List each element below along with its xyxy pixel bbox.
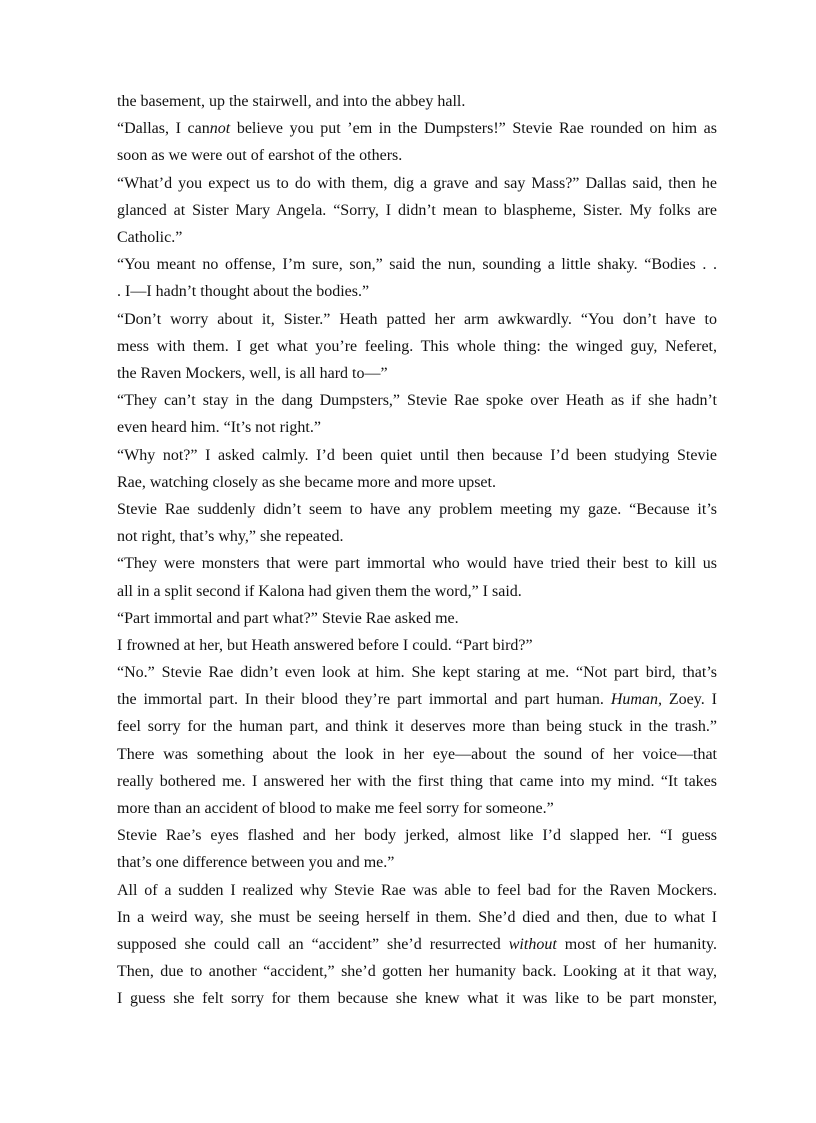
text-line [117,523,717,550]
text-line [117,170,717,197]
text-segment: the basement, up the stairwell, and into the abbey hall. [117,93,466,110]
text-line [117,795,717,822]
text-line [117,224,717,251]
text-line [117,659,717,686]
text-segment: . I—I hadn’t thought about the bodies.” [117,283,370,301]
text-line [117,741,717,768]
text-segment: “Dallas, I can [117,120,210,138]
text-segment: Zoey. I [661,691,717,709]
text-line [117,251,717,278]
text-segment: “They can’t stay in the dang Dumpsters,” Stevie Rae spoke over Heath as if she hadn’t [117,392,717,410]
text-segment: “Why not?” I asked calmly. I’d been quiet until then because I’d been studying Stevie [117,446,717,464]
text-segment: There was something about the look in her eye—about the sound of her voice—that [117,745,717,763]
text-segment: “You meant no offense, I’m sure, son,” said the nun, sounding a little shaky. “Bodies . . [117,256,717,274]
text-segment: not right, that’s why,” she repeated. [117,528,344,546]
text-line [117,550,717,577]
text-line [117,496,717,523]
text-line [117,605,717,632]
text-segment: supposed she could call an “accident” she’d resurrected [117,936,509,954]
text-segment: “They were monsters that were part immortal who would have tried their best to kill us [117,555,717,573]
text-line [117,931,717,958]
text-segment: All of a sudden I realized why Stevie Rae was able to feel bad for the Raven Mockers. [117,881,717,899]
text-line [117,360,717,387]
text-segment: Then, due to another “accident,” she’d gotten her humanity back. Looking at it that way, [117,963,717,981]
text-line [117,333,717,360]
text-line [117,387,717,414]
text-line [117,278,717,305]
text-segment: that’s one difference between you and me.” [117,854,395,872]
text-segment: Catholic.” [117,228,183,246]
italic-text: without [508,936,557,954]
text-line [117,197,717,224]
text-line [117,958,717,985]
text-line [117,142,717,169]
text-segment: I guess she felt sorry for them because she knew what it was like to be part monster, [117,990,717,1008]
text-segment: “Don’t worry about it, Sister.” Heath patted her arm awkwardly. “You don’t have to [117,310,717,328]
text-segment: the immortal part. In their blood they’re part immortal and part human. [117,691,611,709]
text-line [117,306,717,333]
text-segment: mess with them. I get what you’re feeling. This whole thing: the winged guy, Neferet, [117,337,717,355]
text-line [117,849,717,876]
text-segment: Stevie Rae suddenly didn’t seem to have any problem meeting my gaze. “Because it’s [117,500,717,518]
text-line [117,469,717,496]
text-line [117,904,717,931]
text-line [117,686,717,713]
text-line [117,442,717,469]
italic-text: Human, [610,691,662,709]
text-segment: all in a split second if Kalona had given them the word,” I said. [117,582,522,600]
text-line [117,632,717,659]
text-line [117,115,717,142]
text-line [117,822,717,849]
text-segment: soon as we were out of earshot of the others. [117,147,403,165]
text-segment: even heard him. “It’s not right.” [117,419,321,437]
text-segment: Stevie Rae’s eyes flashed and her body jerked, almost like I’d slapped her. “I guess [117,827,717,845]
italic-text: not [209,120,231,138]
text-segment: “No.” Stevie Rae didn’t even look at him. She kept staring at me. “Not part bird, that’s [117,664,717,682]
text-line [117,414,717,441]
text-segment: really bothered me. I answered her with the first thing that came into my mind. “It takes [117,772,717,790]
text-line [117,877,717,904]
text-line [117,713,717,740]
text-segment: “What’d you expect us to do with them, dig a grave and say Mass?” Dallas said, then he [117,174,717,192]
text-line [117,768,717,795]
text-segment: feel sorry for the human part, and think it deserves more than being stuck in the trash.” [117,718,717,736]
text-segment: I frowned at her, but Heath answered before I could. “Part bird?” [117,636,533,654]
text-line [117,88,717,115]
text-segment: most of her humanity. [556,936,717,954]
text-segment: In a weird way, she must be seeing herself in them. She’d died and then, due to what I [117,908,717,926]
text-segment: the Raven Mockers, well, is all hard to—” [117,364,388,382]
text-line [117,985,717,1012]
text-segment: “Part immortal and part what?” Stevie Rae asked me. [117,609,459,627]
text-line [117,578,717,605]
text-segment: Rae, watching closely as she became more and more upset. [117,473,496,491]
text-segment: believe you put ’em in the Dumpsters!” Stevie Rae rounded on him as [230,120,717,138]
text-segment: more than an accident of blood to make me feel sorry for someone.” [117,800,554,818]
text-segment: glanced at Sister Mary Angela. “Sorry, I didn’t mean to blaspheme, Sister. My folks are [117,201,717,219]
body-text [117,88,717,1013]
